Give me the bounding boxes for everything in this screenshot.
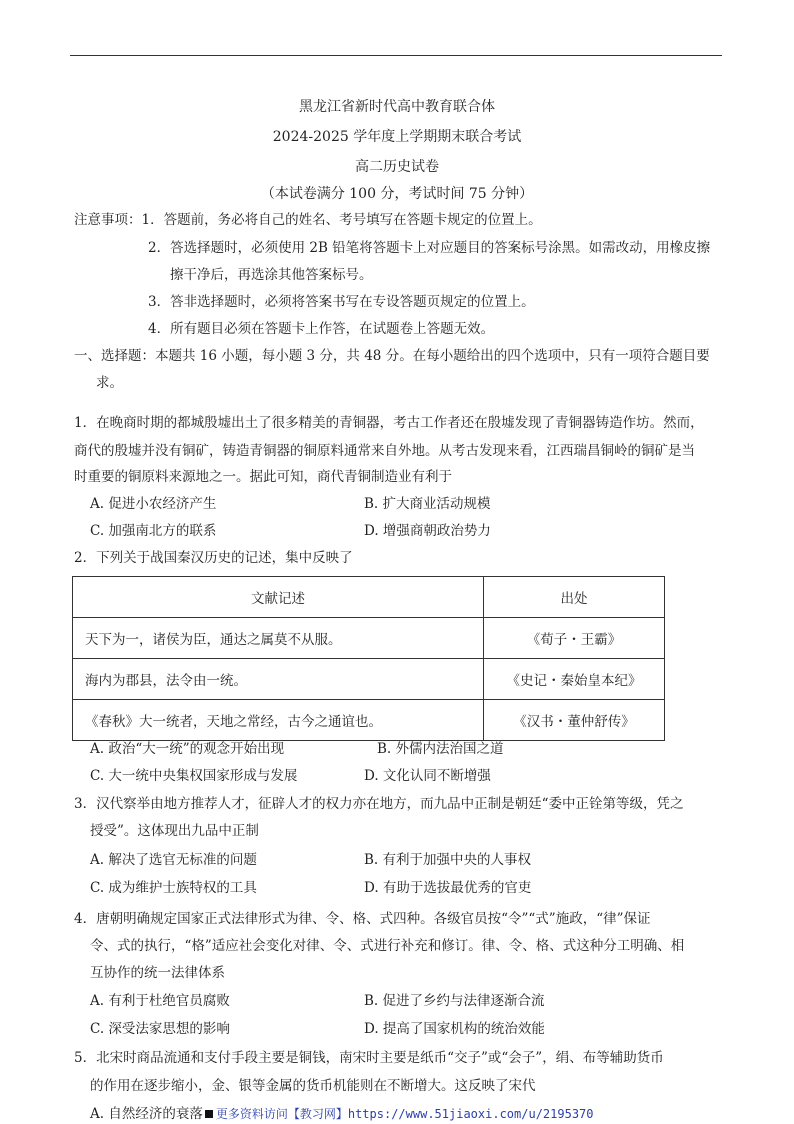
q4-stem-2: 令、式的执行，“格”适应社会变化对律、令、式进行补充和修订。律、令、格、式这种分工明确、相 <box>90 938 685 954</box>
q2-option-c: C. 大一统中央集权国家形成与发展 <box>90 768 298 784</box>
footer-link-text[interactable]: 更多资料访问【教习网】 <box>215 1107 348 1121</box>
q3-option-a: A. 解决了选官无标准的问题 <box>90 852 257 868</box>
section-heading: 一、选择题：本题共 16 小题，每小题 3 分，共 48 分。在每小题给出的四个选项中，只有一项符合题目要 <box>74 348 710 364</box>
q1-stem-3: 时重要的铜原料来源地之一。据此可知，商代青铜制造业有利于 <box>74 469 452 485</box>
table-cell-source: 《荀子・王霸》 <box>484 618 665 659</box>
table-cell-source: 《史记・秦始皇本纪》 <box>484 659 665 700</box>
table-header-row <box>73 577 665 618</box>
table-cell-text: 天下为一，诸侯为臣，通达之属莫不从服。 <box>73 618 484 659</box>
note-2-cont: 擦干净后，再选涂其他答案标号。 <box>170 267 373 283</box>
top-rule <box>70 55 722 56</box>
footer-link-url[interactable]: https://www.51jiaoxi.com/u/2195370 <box>347 1107 594 1121</box>
q1-stem-2: 商代的殷墟并没有铜矿，铸造青铜器的铜原料通常来自外地。从考古发现来看，江西瑞昌铜岭的铜矿是当 <box>74 443 695 459</box>
table-row <box>73 618 665 659</box>
q3-option-c: C. 成为维护士族特权的工具 <box>90 880 257 896</box>
section-heading-cont: 求。 <box>96 375 123 391</box>
q4-stem-1: 4．唐朝明确规定国家正式法律形式为律、令、格、式四种。各级官员按“令”“式”施政，“律”保证 <box>74 911 651 927</box>
q5-stem-2: 的作用在逐步缩小，金、银等金属的货币机能则在不断增大。这反映了宋代 <box>90 1078 536 1094</box>
table-header-source: 出处 <box>484 577 665 618</box>
q3-stem-2: 授受”。这体现出九品中正制 <box>90 823 259 839</box>
note-3: 3．答非选择题时，必须将答案书写在专设答题页规定的位置上。 <box>148 294 535 310</box>
q1-option-d: D. 增强商朝政治势力 <box>364 523 491 539</box>
q2-stem: 2．下列关于战国秦汉历史的记述，集中反映了 <box>74 550 353 566</box>
q4-option-b: B. 促进了乡约与法律逐渐合流 <box>364 993 545 1009</box>
table-header-text: 文献记述 <box>73 577 484 618</box>
footer-square-icon <box>205 1110 213 1118</box>
q4-option-a: A. 有利于杜绝官员腐败 <box>90 993 230 1009</box>
q2-option-b: B. 外儒内法治国之道 <box>377 741 504 757</box>
header-subject: 高二历史试卷 <box>355 159 439 175</box>
q4-stem-3: 互协作的统一法律体系 <box>90 965 225 981</box>
q2-option-d: D. 文化认同不断增强 <box>364 768 491 784</box>
q5-stem-1: 5．北宋时商品流通和支付手段主要是铜钱，南宋时主要是纸币“交子”或“会子”，绢、布等辅助货币 <box>74 1050 664 1066</box>
note-2: 2．答选择题时，必须使用 2B 铅笔将答题卡上对应题目的答案标号涂黑。如需改动，用橡皮擦 <box>148 240 711 256</box>
table-cell-text: 《春秋》大一统者，天地之常经，古今之通谊也。 <box>73 700 484 741</box>
q4-option-d: D. 提高了国家机构的统治效能 <box>364 1021 545 1037</box>
q5-option-a-row <box>90 1104 594 1124</box>
table-cell-text: 海内为郡县，法令由一统。 <box>73 659 484 700</box>
table-row <box>73 659 665 700</box>
q3-option-d: D. 有助于选拔最优秀的官吏 <box>364 880 532 896</box>
q2-table <box>72 576 665 741</box>
q3-stem-1: 3．汉代察举由地方推荐人才，征辟人才的权力亦在地方，而九品中正制是朝廷“委中正铨第等级，凭之 <box>74 796 684 812</box>
q1-stem-1: 1．在晚商时期的都城殷墟出土了很多精美的青铜器，考古工作者还在殷墟发现了青铜器铸造作坊。然而， <box>74 415 704 431</box>
q2-option-a: A. 政治“大一统”的观念开始出现 <box>90 741 285 757</box>
q1-option-c: C. 加强南北方的联系 <box>90 523 217 539</box>
header-info: （本试卷满分 100 分，考试时间 75 分钟） <box>260 186 534 202</box>
q1-option-a: A. 促进小农经济产生 <box>90 496 217 512</box>
note-1: 注意事项：1．答题前，务必将自己的姓名、考号填写在答题卡规定的位置上。 <box>74 212 542 228</box>
q3-option-b: B. 有利于加强中央的人事权 <box>364 852 532 868</box>
table-row <box>73 700 665 741</box>
table-cell-source: 《汉书・董仲舒传》 <box>484 700 665 741</box>
q5-option-a: A. 自然经济的衰落 <box>90 1106 203 1122</box>
q1-option-b: B. 扩大商业活动规模 <box>364 496 491 512</box>
q4-option-c: C. 深受法家思想的影响 <box>90 1021 230 1037</box>
header-exam: 2024-2025 学年度上学期期末联合考试 <box>272 129 522 145</box>
header-org: 黑龙江省新时代高中教育联合体 <box>299 99 495 115</box>
note-4: 4．所有题目必须在答题卡上作答，在试题卷上答题无效。 <box>148 321 495 337</box>
